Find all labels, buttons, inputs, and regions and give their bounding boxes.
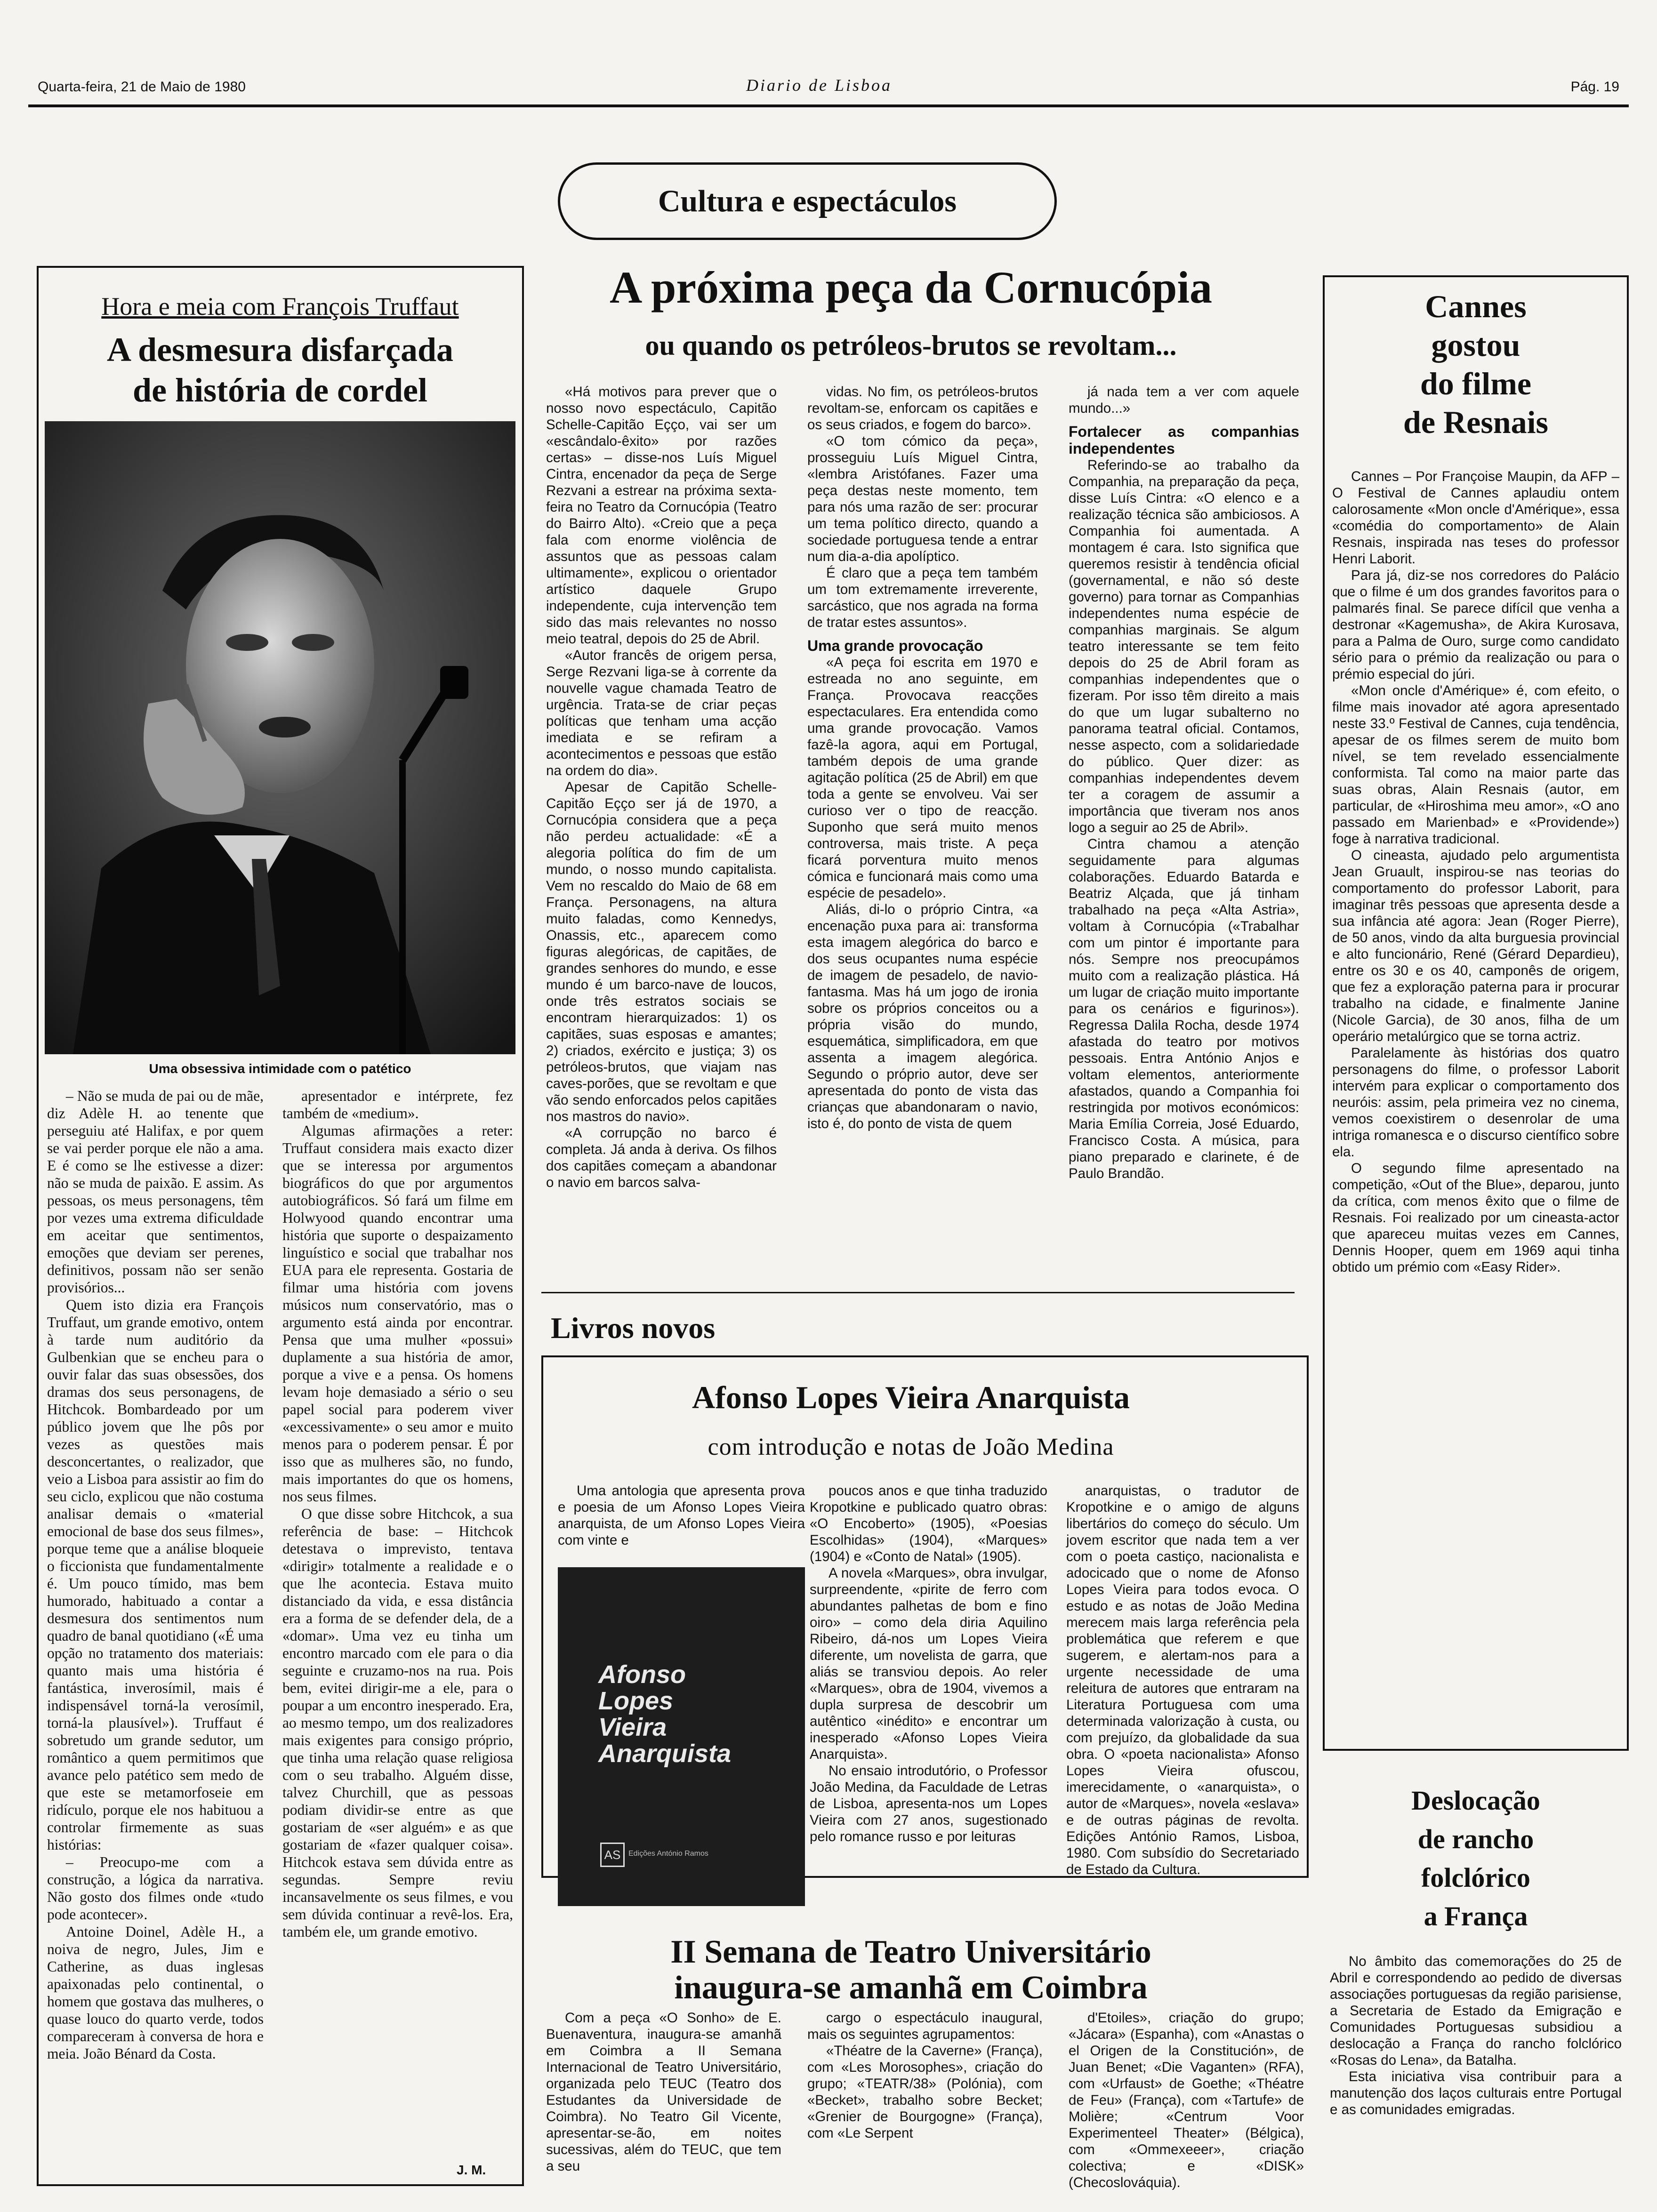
- header-rule: [28, 104, 1629, 107]
- livros-intro: [558, 1483, 805, 1548]
- truffaut-headline: [45, 329, 515, 410]
- truffaut-photo: [45, 421, 515, 1054]
- paragraph: apresentador e intérprete, fez também de «medium».: [282, 1088, 513, 1122]
- teatro-headline: [541, 1934, 1280, 2006]
- paragraph: Com a peça «O Sonho» de E. Buenaventura, inaugura-se amanhã em Coimbra a II Semana Internacional de Teatro Universitário, organizada pelo TEUC (Teatro dos Estudantes da Universidade de Coimbra). No Teatro Gil Vicente, apresentar-se-ão, em noites sucessivas, além do TEUC, que tem a seu: [546, 2010, 781, 2174]
- subheading-companhias: Fortalecer as companhias independentes: [1069, 423, 1299, 457]
- paragraph: Referindo-se ao trabalho da Companhia, na preparação da peça, disse Luís Cintra: «O elenco e a realização técnica são ambiciosos. A Companhia foi aumentada. A montagem é cara. Isto significa que queremos resistir à tendência oficial (governamental, e não só deste governo) para tornar as Companhias independentes numa espécie de companhias marginais. Se algum teatro interessante se tem feito depois do 25 de Abril foram as companhias independentes que o fizeram. Por isso têm direito a mais do que um lugar subalterno no panorama teatral oficial. Contamos, nesse aspecto, com a solidariedade do público. Quer dizer: as companhias independentes devem ter a coragem de assumir a importância que tiveram nos anos logo a seguir ao 25 de Abril».: [1069, 457, 1299, 835]
- paragraph: Aliás, di-lo o próprio Cintra, «a encenação puxa para ai: transforma esta imagem alegórica do barco e dos seus ocupantes numa espécie de imagem de pesadelo, de navio-fantasma. Mas há um jogo de ironia sobre os próprios conceitos ou a própria visão do mundo, esquemática, simplificadora, em que assenta a imagem alegórica. Segundo o próprio autor, deve ser apresentada do ponto de vista das crianças que abandonaram o navio, isto é, do ponto de vista de quem: [807, 902, 1038, 1131]
- paragraph: Paralelamente às histórias dos quatro personagens do filme, o professor Laborit intervém para explicar o comportamento dos neuróis: assim, pela primeira vez no cinema, vemos coexistirem o desenrolar de uma intriga romanesca e o discurso científico sobre ela.: [1332, 1045, 1619, 1160]
- paragraph: cargo o espectáculo inaugural, mais os seguintes agrupamentos:: [807, 2010, 1043, 2042]
- paragraph: «A corrupção no barco é completa. Já anda à deriva. Os filhos dos capitães começam a abandonar o navio em barcos salva-: [546, 1125, 777, 1190]
- book-cover-image: [558, 1567, 805, 1906]
- paragraph: O segundo filme apresentado na competição, «Out of the Blue», deparou, junto da crítica, com menos êxito que o filme de Resnais. Foi realizado por um cineasta-actor que apareceu muitas vezes em Cannes, Dennis Hooper, quem em 1969 aqui tinha obtido um prémio com «Easy Rider».: [1332, 1161, 1619, 1275]
- paragraph: «Autor francês de origem persa, Serge Rezvani liga-se à corrente da nouvelle vague chamada Teatro de urgência. Trata-se de criar peças políticas que tenham uma acção imediata e se refiram a acontecimentos e pessoas que estão na ordem do dia».: [546, 648, 777, 778]
- teatro-column-3: [1069, 2010, 1304, 2191]
- book-cover-title-line-2: Lopes: [598, 1687, 674, 1715]
- paragraph: No âmbito das comemorações do 25 de Abril e correspondendo ao pedido de diversas associações portuguesas da região parisiense, a Secretaria de Estado da Emigração e Comunidades Portuguesas subsidiou a deslocação a França do rancho folclórico «Rosas do Lena», da Batalha.: [1330, 1954, 1622, 2068]
- paragraph: Esta iniciativa visa contribuir para a manutenção dos laços culturais entre Portugal e as comunidades emigradas.: [1330, 2069, 1622, 2117]
- truffaut-kicker: Hora e meia com François Truffaut: [101, 292, 459, 321]
- truffaut-headline-line-1: A desmesura disfarçada: [107, 331, 453, 369]
- paragraph: No ensaio introdutório, o Professor João Medina, da Faculdade de Letras de Lisboa, apresenta-nos um Lopes Vieira com 27 anos, sugestionado pelo romance russo e por leituras: [810, 1763, 1047, 1844]
- truffaut-portrait-image: [45, 421, 515, 1054]
- paragraph: Uma antologia que apresenta prova e poesia de um Afonso Lopes Vieira anarquista, de um Afonso Lopes Vieira com vinte e: [558, 1483, 805, 1548]
- newspaper-name: Diario de Lisboa: [746, 76, 893, 95]
- cannes-headline-line-2: gostou: [1431, 327, 1520, 363]
- deslocacao-headline-line-1: Deslocação: [1411, 1785, 1540, 1816]
- cornucopia-column-3: [1069, 384, 1299, 1182]
- paragraph: O que disse sobre Hitchcok, a sua referência de base: – Hitchcok detestava o imprevisto, tentava «dirigir» totalmente a realidade e o que lhe acontecia. Estava muito distanciado da vida, e essa distância era a forma de se defender dela, de a «domar». Uma vez eu tinha um encontro marcado com ele para o dia seguinte e cruzamo-nos na rua. Pois bem, evitei dirigir-me a ele, para o poupar a um encontro inesperado. Era, ao mesmo tempo, um dos realizadores mais exigentes para consigo próprio, que tinha uma relação quase religiosa com o seu trabalho. Alguém disse, talvez Churchill, que as pessoas podiam dividir-se entre as que gostariam de «ser alguém» e as que gostariam de «fazer qualquer coisa». Hitchcok estava sem dúvida entre as segundas. Sempre reviu incansavelmente os seus filmes, e vou sem dúvida continuar a revê-los. Era, também ele, um grande emotivo.: [282, 1506, 513, 1940]
- paragraph: anarquistas, o tradutor de Kropotkine e o amigo de alguns libertários do começo do século. Um jovem escritor que nada tem a ver com o poeta castiço, nacionalista e adocicado que o nome de Afonso Lopes Vieira para todos evoca. O estudo e as notas de João Medina merecem mais larga referência pela problemática que referem e que sugerem, e alertam-nos para a urgente necessidade de uma releitura de autores que entraram na Literatura Portuguesa com uma determinada valorização à custa, ou com prejuízo, da globalidade da sua obra. O «poeta nacionalista» Afonso Lopes Vieira ofuscou, imerecidamente, o «anarquista», o autor de «Marques», novela «eslava» e de outras páginas de revolta. Edições António Ramos, Lisboa, 1980. Com subsídio do Secretariado de Estado da Cultura.: [1066, 1483, 1299, 1877]
- subheading-provocacao: Uma grande provocação: [807, 637, 983, 654]
- truffaut-column-1: [47, 1087, 264, 2062]
- paragraph: – Preocupo-me com a construção, a lógica da narrativa. Não gosto dos filmes onde «tudo pode acontecer».: [47, 1854, 264, 1923]
- cornucopia-headline: A próxima peça da Cornucópia: [609, 262, 1213, 313]
- truffaut-signature: J. M.: [457, 2163, 486, 2177]
- deslocacao-headline-line-2: de rancho: [1417, 1824, 1534, 1854]
- paragraph: Quem isto dizia era François Truffaut, um grande emotivo, ontem à tarde num auditório da Gulbenkian que se encheu para o ouvir falar das suas obsessões, dos dramas dos seus personagens, de Hitchcok. Bombardeado por um público jovem que lhe pôs por vezes as questões mais desconcertantes, o realizador, que veio a Lisboa para assistir ao fim do seu ciclo, explicou que não costuma analisar demais o «material emocional de base dos seus filmes», porque teme que a análise bloqueie o ficcionista que fundamentalmente é. Um pouco tímido, mas bem humorado, habituado a contar a desmesura dos sentimentos num quadro de banal quotidiano («É uma opção no tratamento dos materiais: quanto mais uma história é fantástica, inverosímil, mais é indispensável torná-la verosímil, torná-la plausível»). Truffaut é sobretudo um grande sedutor, um romântico a quem permitimos que avance pelo patético sem medo de que este se metamorfoseie em ridículo, porque ele nos habituou a controlar firmemente as suas histórias:: [47, 1297, 264, 1853]
- paragraph: já nada tem a ver com aquele mundo...»: [1069, 384, 1299, 416]
- section-divider: [541, 1292, 1295, 1293]
- cornucopia-column-1: [546, 384, 777, 1191]
- livros-subheadline: com introdução e notas de João Medina: [708, 1434, 1114, 1460]
- paragraph: «Mon oncle d'Amérique» é, com efeito, o filme mais inovador até agora apresentado neste 33.º Festival de Cannes, cuja tendência, apesar de os filmes serem de muito bom nível, se tem revelado essencialmente conformista. Tal como na maior parte das suas obras, Alain Resnais (autor, em particular, de «Hiroshima meu amor», «O ano passado em Marienbad» e «Providende») foge à narrativa tradicional.: [1332, 683, 1619, 847]
- cannes-headline: [1330, 287, 1622, 441]
- cornucopia-subheadline: ou quando os petróleos-brutos se revoltam...: [645, 330, 1177, 361]
- paragraph: Para já, diz-se nos corredores do Palácio que o filme é um dos grandes favoritos para o palmarés final. Se parece difícil que venha a destronar «Kagemusha», de Akira Kurosava, para a Palma de Ouro, surge como candidato sério para o prémio da realização ou para o prémio especial do júri.: [1332, 568, 1619, 682]
- truffaut-headline-line-2: de história de cordel: [133, 371, 427, 409]
- teatro-column-1: [546, 2010, 781, 2174]
- cannes-column: [1332, 468, 1619, 1275]
- livros-headline: Afonso Lopes Vieira Anarquista: [692, 1379, 1130, 1415]
- paragraph: – Não se muda de pai ou de mãe, diz Adèle H. ao tenente que perseguiu até Halifax, e por quem se vai perder porque ele não a ama. E é como se lhe estivesse a dizer: não se muda de paixão. E assim. As pessoas, os meus personagens, têm por vezes uma extrema dificuldade em aceitar que sentimentos, emoções que deviam ser perenes, definitivos, possam não ser senão provisórios...: [47, 1088, 264, 1296]
- book-cover-title-line-1: Afonso: [598, 1660, 686, 1689]
- paragraph: É claro que a peça tem também um tom extremamente irreverente, sarcástico, que nos agrada na forma de tratar estes assuntos».: [807, 565, 1038, 630]
- paragraph: Cannes – Por Françoise Maupin, da AFP – O Festival de Cannes aplaudiu ontem calorosamente «Mon oncle d'Amérique», essa «comédia do comportamento» de Alain Resnais, inspirada nas teses do professor Henri Laborit.: [1332, 469, 1619, 567]
- issue-date: Quarta-feira, 21 de Maio de 1980: [38, 79, 246, 95]
- paragraph: Cintra chamou a atenção seguidamente para algumas colaborações. Eduardo Batarda e Beatriz Alçada, que já tinham trabalhado na peça «Alta Astria», voltam à Cornucópia («Trabalhar com um pintor é importante para nós. Sempre nos preocupámos muito com a realização plástica. Há um lugar de criação muito importante para os cenários e figurinos»). Regressa Dalila Rocha, desde 1974 afastada do teatro por motivos pessoais. Entra António Anjos e voltam elementos, anteriormente afastados, quando a Companhia foi restringida por motivos económicos: Maria Emília Correia, José Eduardo, Francisco Costa. A música, para piano preparado e clarinete, é de Paulo Brandão.: [1069, 836, 1299, 1181]
- section-banner: [558, 162, 1057, 240]
- cannes-headline-line-3: do filme: [1420, 366, 1532, 401]
- teatro-column-2: [807, 2010, 1043, 2141]
- photo-caption: Uma obsessiva intimidade com o patético: [149, 1061, 411, 1076]
- cannes-headline-line-1: Cannes: [1425, 289, 1527, 324]
- book-cover-publisher: Edições António Ramos: [628, 1850, 708, 1858]
- section-title: Cultura e espectáculos: [658, 184, 957, 218]
- cornucopia-column-2: [807, 384, 1038, 1132]
- cannes-headline-line-4: de Resnais: [1403, 404, 1548, 440]
- livros-column-3: [1066, 1483, 1299, 1878]
- paragraph: «A peça foi escrita em 1970 e estreada no ano seguinte, em França. Provocava reacções espectaculares. Era entendida como uma grande provocação. Vamos fazê-la agora, aqui em Portugal, também depois de uma grande agitação política (25 de Abril) em que toda a gente se envolveu. Vai ser curioso ver o tipo de reacção. Suponho que será muito menos controversa, mais triste. A peça ficará porventura muito menos cómica e funcionará mais como uma espécie de pesadelo».: [807, 655, 1038, 901]
- book-cover-title-line-3: Vieira: [598, 1713, 667, 1741]
- book-cover-title-line-4: Anarquista: [598, 1739, 732, 1768]
- teatro-headline-line-2: inaugura-se amanhã em Coimbra: [674, 1970, 1148, 2006]
- livros-section-label: Livros novos: [551, 1311, 716, 1345]
- paragraph: A novela «Marques», obra invulgar, surpreendente, «pirite de ferro com abundantes palhetas de bom e fino oiro» – como dela diria Aquilino Ribeiro, dá-nos um Lopes Vieira diferente, um novelista de garra, que aliás se transviou depois. Ao reler «Marques», obra de 1904, vivemos a dupla surpresa de descobrir um autêntico «inédito» e encontrar um inesperado «Afonso Lopes Vieira Anarquista».: [810, 1565, 1047, 1762]
- paragraph: vidas. No fim, os petróleos-brutos revoltam-se, enforcam os capitães e os seus criados, e fogem do barco».: [807, 384, 1038, 433]
- deslocacao-column: [1330, 1953, 1622, 2118]
- page-number: Pág. 19: [1570, 79, 1619, 95]
- deslocacao-headline-line-3: folclórico: [1421, 1862, 1530, 1893]
- paragraph: «Há motivos para prever que o nosso novo espectáculo, Capitão Schelle-Capitão Eçço, vai ser um «escândalo-êxito» por razões certas» – disse-nos Luís Miguel Cintra, encenador da peça de Serge Rezvani a estrear na próxima sexta-feira no Teatro da Cornucópia (Teatro do Bairro Alto). «Creio que a peça fala com enorme violência de assuntos que as pessoas calam ultimamente», explicou o orientador artístico daquele Grupo independente, cuja intervenção tem sido das mais relevantes no nosso meio teatral, depois do 25 de Abril.: [546, 384, 777, 647]
- paragraph: Antoine Doinel, Adèle H., a noiva de negro, Jules, Jim e Catherine, as duas inglesas apaixonadas pelo continental, o homem que gostava das mulheres, o quase louco do quarto verde, todos compareceram à conversa de hora e meia. João Bénard da Costa.: [47, 1923, 264, 2062]
- deslocacao-headline: [1330, 1781, 1622, 1936]
- livros-column-2: [810, 1483, 1047, 1845]
- deslocacao-headline-line-4: a França: [1424, 1901, 1528, 1931]
- book-cover-title: [598, 1661, 731, 1767]
- paragraph: O cineasta, ajudado pelo argumentista Jean Gruault, inspirou-se nas teorias do comportamento do professor Laborit, para imaginar três pessoas que apresenta desde a sua infância até agora: Jean (Roger Pierre), de 50 anos, vindo da alta burguesia provincial e alto funcionário, René (Gérard Depardieu), entre os 30 e os 40, camponês de origem, que fez a exploração paterna para ir procurar trabalho na cidade, e finalmente Janine (Nicole Garcia), de 30 anos, filha de um operário metalúrgico que se torna actriz.: [1332, 848, 1619, 1044]
- paragraph: Algumas afirmações a reter: Truffaut considera mais exacto dizer que se interessa por argumentos biográficos do que por argumentos autobiográficos. Só fará um filme em Holwyood quando encontrar uma história que suporte o despaizamento linguístico e social que trabalhar nos EUA para ele representa. Gostaria de filmar uma história com jovens músicos num conservatório, mas o argumento está ainda por encontrar. Pensa que uma mulher «possui» duplamente a sua história de amor, porque a vive e a pensa. Os homens levam hoje demasiado a sério o seu papel social para poderem viver «excessivamente» o seu amor e muito menos para o poderem pensar. É por isso que as mulheres são, no fundo, mais importantes do que os homens, nos seus filmes.: [282, 1122, 513, 1505]
- paragraph: «O tom cómico da peça», prosseguiu Luís Miguel Cintra, «lembra Aristófanes. Fazer uma peça destas neste momento, tem para nós uma razão de ser: procurar um tema político directo, quando a sociedade portuguesa tende a entrar num dia-a-dia apolíptico.: [807, 433, 1038, 564]
- publisher-logo: AS: [600, 1843, 625, 1867]
- paragraph: poucos anos e que tinha traduzido Kropotkine e publicado quatro obras: «O Encoberto» (1905), «Poesias Escolhidas» (1904), «Marques» (1904) e «Conto de Natal» (1905).: [810, 1483, 1047, 1564]
- teatro-headline-line-1: II Semana de Teatro Universitário: [670, 1934, 1151, 1970]
- paragraph: Apesar de Capitão Schelle-Capitão Eçço ser já de 1970, a Cornucópia considera que a peça não perdeu actualidade: «É a alegoria política do fim de um mundo, o nosso mundo capitalista. Vem no rescaldo do Maio de 68 em França. Personagens, na altura muito faladas, como Kennedys, Onassis, etc., aparecem como figuras alegóricas, de capitães, de grandes senhores do mundo, e esse mundo é um barco-nave de loucos, onde três estratos sociais se encontram hierarquizados: 1) os capitães, suas esposas e amantes; 2) criados, exército e justiça; 3) os petróleos-brutos, que viajam nas caves-porões, que se revoltam e que vão sendo enforcados pelos capitães nos mastros do navio».: [546, 779, 777, 1124]
- truffaut-column-2: [282, 1087, 513, 1940]
- paragraph: d'Etoiles», criação do grupo; «Jácara» (Espanha), com «Anastas o el Origen de la Constitución», de Juan Benet; «Die Vaganten» (RFA), com «Urfaust» de Goethe; «Théatre de Feu» (França), com «Tartufe» de Molière; «Centrum Voor Experimenteel Theater» (Bélgica), com «Ommexeeer», criação colectiva; e «DISK» (Checoslováquia).: [1069, 2010, 1304, 2190]
- paragraph: «Théatre de la Caverne» (França), com «Les Morosophes», criação do grupo; «TEATR/38» (Polónia), com «Becket», trabalho sobre Becket; «Grenier de Bourgogne» (França), com «Le Serpent: [807, 2043, 1043, 2141]
